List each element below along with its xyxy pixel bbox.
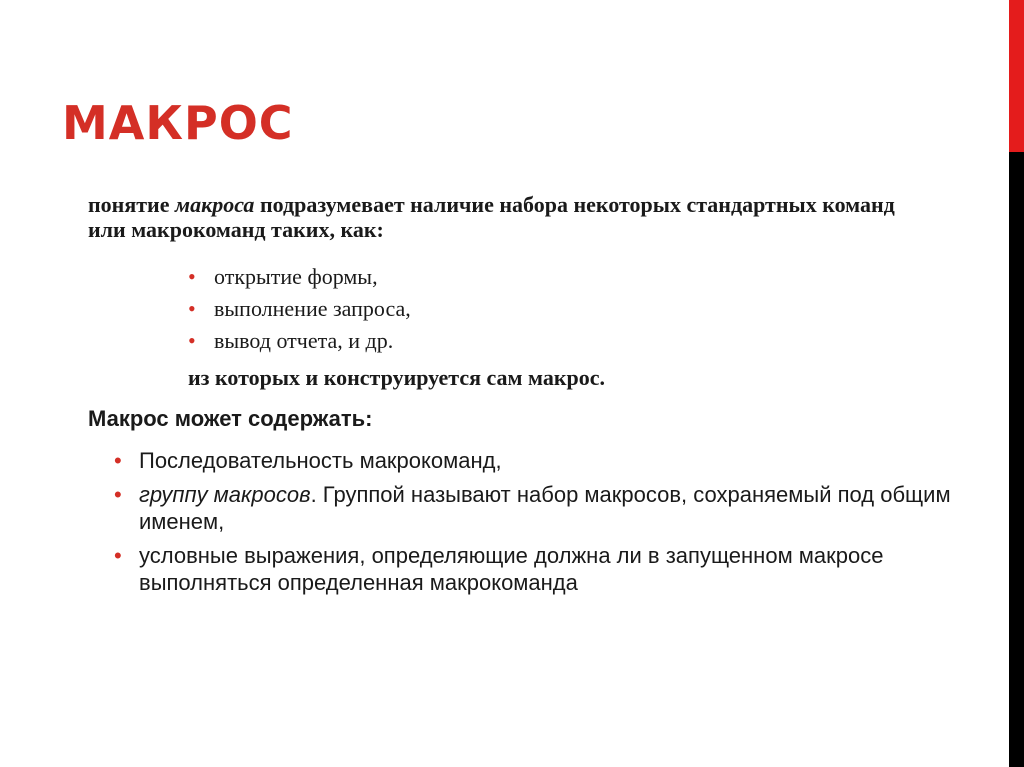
list-item-label: Последовательность макрокоманд, <box>139 448 502 473</box>
list-item <box>114 542 994 596</box>
bullet-icon: • <box>188 296 196 321</box>
section-subheading: Макрос может содержать: <box>88 406 373 431</box>
list-item-label: . Группой называют набор макросов, сохраняемый под общим именем, <box>139 482 951 534</box>
macro-contents-list <box>114 447 994 603</box>
bullet-icon: • <box>114 482 122 507</box>
intro-emphasis: макроса <box>175 192 255 217</box>
list-item <box>114 481 994 535</box>
intro-text-end: подразумевает наличие набора некоторых стандартных команд или макрокоманд таких, как: <box>88 192 895 242</box>
list-item <box>114 447 994 474</box>
list-item-emphasis: группу макросов <box>139 482 311 507</box>
closing-line: из которых и конструируется сам макрос. <box>188 365 606 390</box>
edge-accent-bar-red <box>1009 0 1024 152</box>
command-item-label: вывод отчета, и др. <box>214 328 394 353</box>
bullet-icon: • <box>114 543 122 568</box>
bullet-icon: • <box>114 448 122 473</box>
command-list <box>188 261 411 357</box>
command-item <box>188 261 411 293</box>
command-item-label: открытие формы, <box>214 264 378 289</box>
intro-paragraph <box>88 192 908 242</box>
list-item-label: условные выражения, определяющие должна ли в запущенном макросе выполняться определенная макрокоманда <box>139 543 884 595</box>
slide-title: МАКРОС <box>62 96 294 150</box>
bullet-icon: • <box>188 328 196 353</box>
command-item <box>188 325 411 357</box>
command-item-label: выполнение запроса, <box>214 296 411 321</box>
command-item <box>188 293 411 325</box>
bullet-icon: • <box>188 264 196 289</box>
edge-accent-bar-black <box>1009 152 1024 767</box>
intro-text-start: понятие <box>88 192 176 217</box>
